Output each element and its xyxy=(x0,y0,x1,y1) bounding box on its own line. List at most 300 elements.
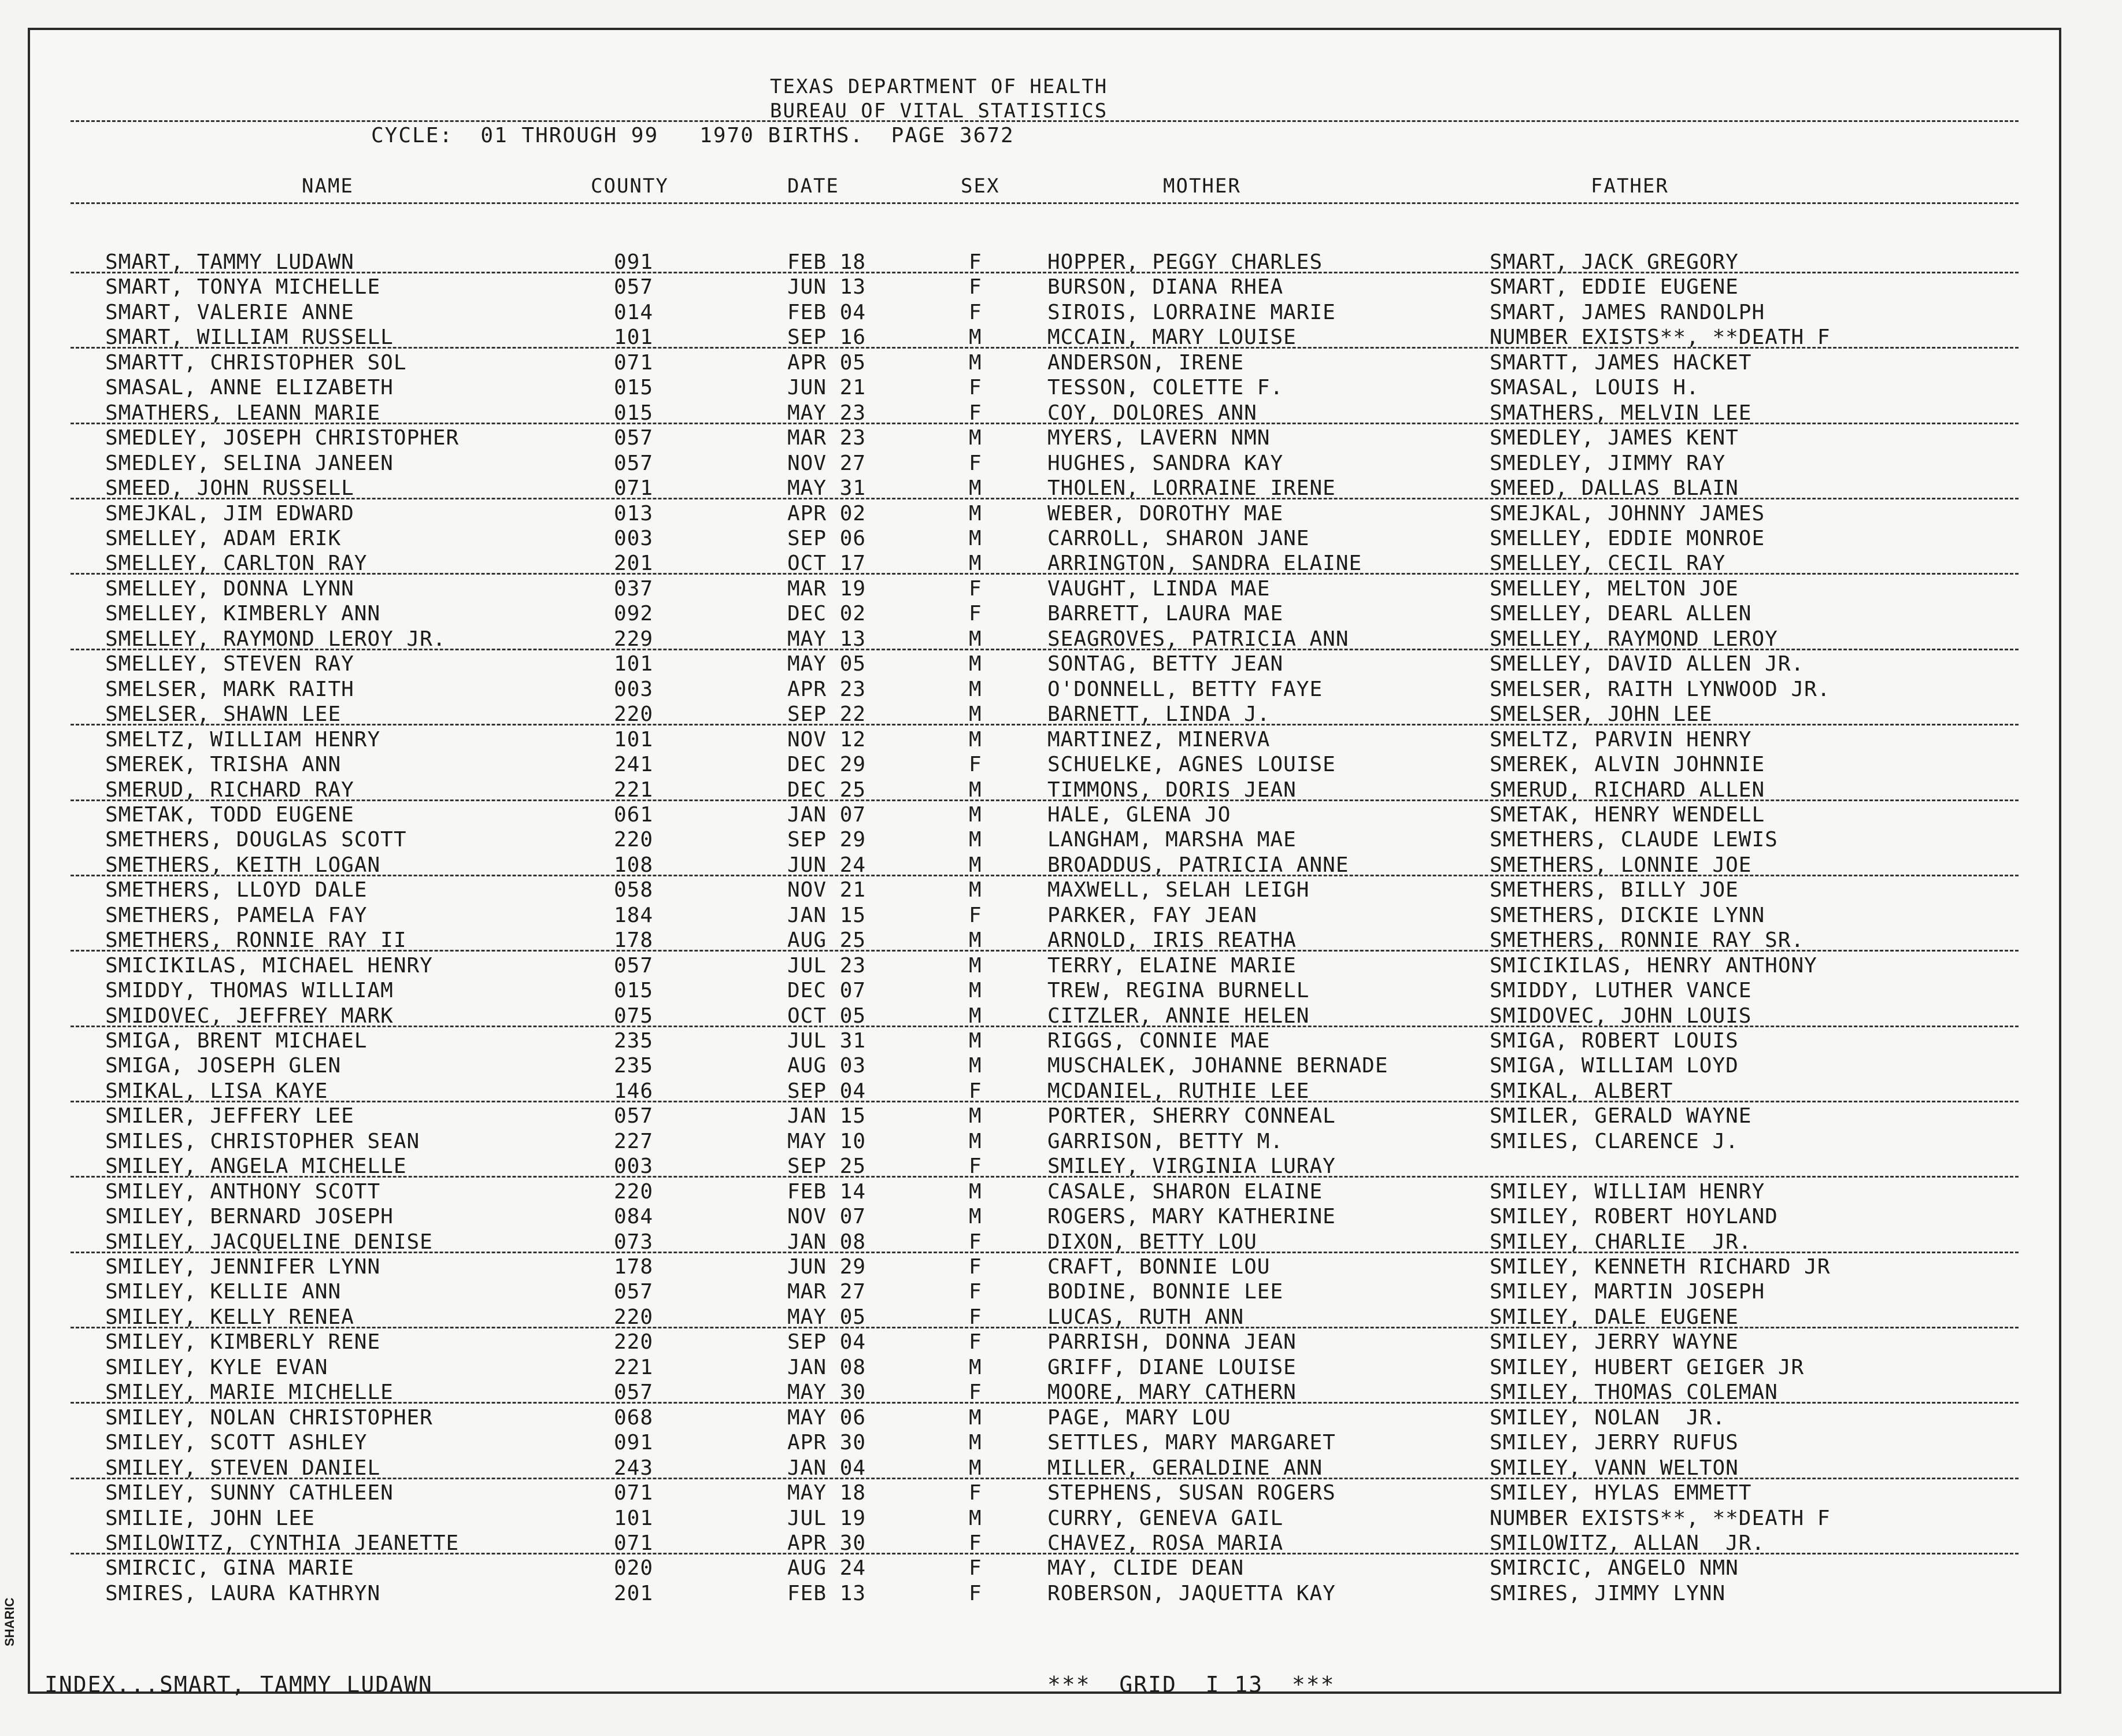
table-row xyxy=(30,1028,2059,1053)
table-row xyxy=(30,1079,2059,1104)
table-row xyxy=(30,576,2059,601)
column-header-rule xyxy=(71,202,2019,204)
record-date: MAR 27 xyxy=(787,1280,866,1304)
record-sex: F xyxy=(969,275,982,299)
record-mother: GRIFF, DIANE LOUISE xyxy=(1047,1355,1297,1379)
record-county: 178 xyxy=(614,928,654,953)
table-row xyxy=(30,1380,2059,1405)
record-father: SMILEY, ROBERT HOYLAND xyxy=(1490,1205,1778,1229)
record-mother: VAUGHT, LINDA MAE xyxy=(1047,576,1271,601)
record-county: 084 xyxy=(614,1205,654,1229)
record-county: 057 xyxy=(614,1280,654,1304)
record-mother: SONTAG, BETTY JEAN xyxy=(1047,652,1284,676)
record-date: OCT 17 xyxy=(787,551,866,576)
table-row xyxy=(30,702,2059,727)
record-sex: F xyxy=(969,401,982,425)
record-father: SMILEY, MARTIN JOSEPH xyxy=(1490,1280,1765,1304)
record-date: MAY 05 xyxy=(787,652,866,676)
header-rule xyxy=(71,120,2019,122)
record-date: JAN 08 xyxy=(787,1355,866,1379)
record-date: MAY 10 xyxy=(787,1129,866,1153)
record-date: MAY 18 xyxy=(787,1481,866,1505)
record-county: 015 xyxy=(614,376,654,400)
record-date: AUG 03 xyxy=(787,1054,866,1078)
record-mother: CARROLL, SHARON JANE xyxy=(1047,527,1310,550)
record-sex: M xyxy=(969,551,982,576)
table-row xyxy=(30,853,2059,878)
record-date: JAN 15 xyxy=(787,1104,866,1128)
record-date: APR 23 xyxy=(787,677,866,701)
record-date: JAN 15 xyxy=(787,903,866,927)
record-name: SMEDLEY, JOSEPH CHRISTOPHER xyxy=(105,426,460,450)
record-county: 057 xyxy=(614,953,654,978)
table-row xyxy=(30,250,2059,275)
record-father: SMART, JACK GREGORY xyxy=(1490,250,1739,274)
table-row xyxy=(30,1254,2059,1279)
record-father: SMETHERS, BILLY JOE xyxy=(1490,878,1739,902)
record-sex: M xyxy=(969,878,982,902)
record-date: NOV 21 xyxy=(787,878,866,902)
record-county: 003 xyxy=(614,527,654,550)
record-county: 015 xyxy=(614,979,654,1003)
record-date: SEP 04 xyxy=(787,1330,866,1354)
record-date: FEB 14 xyxy=(787,1179,866,1204)
table-row xyxy=(30,1430,2059,1455)
record-father: SMELLEY, DEARL ALLEN xyxy=(1490,602,1752,626)
table-row xyxy=(30,476,2059,501)
record-mother: MARTINEZ, MINERVA xyxy=(1047,727,1271,752)
record-county: 178 xyxy=(614,1255,654,1279)
table-row xyxy=(30,1355,2059,1380)
record-name: SMILEY, KELLIE ANN xyxy=(105,1280,342,1304)
row-group-rule xyxy=(71,1553,2019,1554)
record-date: FEB 04 xyxy=(787,300,866,324)
record-mother: MUSCHALEK, JOHANNE BERNADE xyxy=(1047,1054,1388,1078)
record-sex: F xyxy=(969,1380,982,1405)
record-sex: F xyxy=(969,1531,982,1555)
record-county: 057 xyxy=(614,1104,654,1128)
record-sex: M xyxy=(969,778,982,802)
record-county: 201 xyxy=(614,551,654,576)
record-mother: ARNOLD, IRIS REATHA xyxy=(1047,928,1297,953)
record-name: SMELLEY, RAYMOND LEROY JR. xyxy=(105,627,446,651)
record-county: 057 xyxy=(614,275,654,299)
record-county: 184 xyxy=(614,903,654,927)
record-father: SMELSER, RAITH LYNWOOD JR. xyxy=(1490,677,1831,701)
record-county: 101 xyxy=(614,1506,654,1530)
row-group-rule xyxy=(71,498,2019,499)
row-group-rule xyxy=(71,1176,2019,1178)
record-father: SMELTZ, PARVIN HENRY xyxy=(1490,727,1752,752)
table-row xyxy=(30,1279,2059,1304)
record-name: SMEJKAL, JIM EDWARD xyxy=(105,501,354,525)
record-sex: M xyxy=(969,1054,982,1078)
record-sex: F xyxy=(969,300,982,324)
record-mother: TIMMONS, DORIS JEAN xyxy=(1047,778,1297,802)
record-date: AUG 24 xyxy=(787,1556,866,1580)
record-mother: RIGGS, CONNIE MAE xyxy=(1047,1029,1271,1053)
record-mother: CASALE, SHARON ELAINE xyxy=(1047,1179,1323,1204)
record-date: NOV 12 xyxy=(787,727,866,752)
record-sex: M xyxy=(969,1104,982,1128)
record-date: DEC 07 xyxy=(787,979,866,1003)
record-date: JUL 23 xyxy=(787,953,866,978)
table-row xyxy=(30,425,2059,450)
record-sex: F xyxy=(969,1581,982,1605)
table-row xyxy=(30,878,2059,902)
record-county: 057 xyxy=(614,1380,654,1405)
table-row xyxy=(30,375,2059,400)
record-name: SMASAL, ANNE ELIZABETH xyxy=(105,376,394,400)
table-row xyxy=(30,677,2059,702)
table-row xyxy=(30,903,2059,928)
table-row xyxy=(30,401,2059,425)
table-row xyxy=(30,300,2059,325)
record-sex: M xyxy=(969,501,982,525)
table-row xyxy=(30,526,2059,551)
record-mother: PAGE, MARY LOU xyxy=(1047,1405,1231,1430)
table-row xyxy=(30,1581,2059,1606)
record-name: SMEED, JOHN RUSSELL xyxy=(105,476,354,500)
record-father: SMEDLEY, JAMES KENT xyxy=(1490,426,1739,450)
record-county: 061 xyxy=(614,802,654,827)
record-date: SEP 29 xyxy=(787,828,866,852)
record-name: SMILEY, ANGELA MICHELLE xyxy=(105,1154,407,1179)
column-header-father: FATHER xyxy=(1591,175,1669,198)
record-father: SMERUD, RICHARD ALLEN xyxy=(1490,778,1765,802)
record-father: SMETHERS, DICKIE LYNN xyxy=(1490,903,1765,927)
record-name: SMETHERS, PAMELA FAY xyxy=(105,903,368,927)
record-mother: PARKER, FAY JEAN xyxy=(1047,903,1257,927)
record-county: 057 xyxy=(614,451,654,475)
record-county: 071 xyxy=(614,350,654,375)
record-name: SMILEY, KELLY RENEA xyxy=(105,1305,354,1329)
row-group-rule xyxy=(71,1026,2019,1027)
record-name: SMELSER, MARK RAITH xyxy=(105,677,354,701)
table-row xyxy=(30,652,2059,676)
record-mother: MILLER, GERALDINE ANN xyxy=(1047,1456,1323,1480)
record-sex: M xyxy=(969,802,982,827)
column-header-date: DATE xyxy=(787,175,839,198)
record-date: SEP 06 xyxy=(787,527,866,550)
record-sex: M xyxy=(969,627,982,651)
record-name: SMEREK, TRISHA ANN xyxy=(105,753,342,776)
record-name: SMILEY, ANTHONY SCOTT xyxy=(105,1179,381,1204)
record-county: 037 xyxy=(614,576,654,601)
record-sex: M xyxy=(969,1355,982,1379)
record-sex: M xyxy=(969,677,982,701)
record-county: 101 xyxy=(614,325,654,350)
record-sex: M xyxy=(969,426,982,450)
record-county: 091 xyxy=(614,1431,654,1455)
record-father: SMARTT, JAMES HACKET xyxy=(1490,350,1752,375)
record-name: SMELLEY, STEVEN RAY xyxy=(105,652,354,676)
record-father: SMART, JAMES RANDOLPH xyxy=(1490,300,1765,324)
record-sex: F xyxy=(969,250,982,274)
record-name: SMILEY, JACQUELINE DENISE xyxy=(105,1230,433,1254)
record-county: 057 xyxy=(614,426,654,450)
record-sex: M xyxy=(969,928,982,953)
record-name: SMART, WILLIAM RUSSELL xyxy=(105,325,394,350)
index-footer: INDEX...SMART, TAMMY LUDAWN xyxy=(45,1672,433,1697)
record-name: SMIGA, JOSEPH GLEN xyxy=(105,1054,342,1078)
record-sex: M xyxy=(969,1179,982,1204)
record-date: MAY 13 xyxy=(787,627,866,651)
table-row xyxy=(30,752,2059,777)
record-sex: F xyxy=(969,1330,982,1354)
record-father: SMIDDY, LUTHER VANCE xyxy=(1490,979,1752,1003)
record-county: 003 xyxy=(614,677,654,701)
record-father: SMIRES, JIMMY LYNN xyxy=(1490,1581,1726,1605)
record-sex: F xyxy=(969,602,982,626)
record-county: 092 xyxy=(614,602,654,626)
record-father: SMELLEY, DAVID ALLEN JR. xyxy=(1490,652,1805,676)
record-date: AUG 25 xyxy=(787,928,866,953)
row-group-rule xyxy=(71,423,2019,424)
record-father: SMELLEY, CECIL RAY xyxy=(1490,551,1726,576)
table-row xyxy=(30,551,2059,576)
record-name: SMIGA, BRENT MICHAEL xyxy=(105,1029,368,1053)
record-mother: MAXWELL, SELAH LEIGH xyxy=(1047,878,1310,902)
record-name: SMIRCIC, GINA MARIE xyxy=(105,1556,354,1580)
row-group-rule xyxy=(71,799,2019,801)
side-margin-label: SHARIC xyxy=(2,1597,17,1646)
record-date: JAN 08 xyxy=(787,1230,866,1254)
record-mother: BROADDUS, PATRICIA ANNE xyxy=(1047,853,1349,877)
record-county: 220 xyxy=(614,828,654,852)
record-date: DEC 02 xyxy=(787,602,866,626)
record-name: SMILEY, SCOTT ASHLEY xyxy=(105,1431,368,1455)
cycle-page-info: CYCLE: 01 THROUGH 99 1970 BIRTHS. PAGE 3672 xyxy=(371,124,1014,147)
record-father: SMIGA, WILLIAM LOYD xyxy=(1490,1054,1739,1078)
record-county: 071 xyxy=(614,1531,654,1555)
record-sex: M xyxy=(969,702,982,727)
record-sex: M xyxy=(969,652,982,676)
row-group-rule xyxy=(71,1478,2019,1479)
record-date: SEP 16 xyxy=(787,325,866,350)
row-group-rule xyxy=(71,649,2019,650)
column-header-county: COUNTY xyxy=(591,175,669,198)
table-row xyxy=(30,1004,2059,1028)
record-sex: M xyxy=(969,828,982,852)
record-date: MAY 30 xyxy=(787,1380,866,1405)
record-mother: BARRETT, LAURA MAE xyxy=(1047,602,1284,626)
record-father: SMELLEY, RAYMOND LEROY xyxy=(1490,627,1778,651)
record-name: SMILER, JEFFERY LEE xyxy=(105,1104,354,1128)
record-name: SMEDLEY, SELINA JANEEN xyxy=(105,451,394,475)
record-sex: M xyxy=(969,853,982,877)
record-sex: F xyxy=(969,1255,982,1279)
record-name: SMELLEY, KIMBERLY ANN xyxy=(105,602,381,626)
record-father: SMIDOVEC, JOHN LOUIS xyxy=(1490,1004,1752,1028)
table-row xyxy=(30,1456,2059,1480)
record-name: SMART, VALERIE ANNE xyxy=(105,300,354,324)
record-mother: BARNETT, LINDA J. xyxy=(1047,702,1271,727)
record-name: SMIDOVEC, JEFFREY MARK xyxy=(105,1004,394,1028)
record-sex: F xyxy=(969,1230,982,1254)
record-mother: TERRY, ELAINE MARIE xyxy=(1047,953,1297,978)
record-county: 221 xyxy=(614,778,654,802)
table-row xyxy=(30,1053,2059,1078)
record-county: 071 xyxy=(614,476,654,500)
record-name: SMILEY, SUNNY CATHLEEN xyxy=(105,1481,394,1505)
record-sex: M xyxy=(969,1431,982,1455)
record-county: 220 xyxy=(614,702,654,727)
record-name: SMILEY, JENNIFER LYNN xyxy=(105,1255,381,1279)
record-mother: SETTLES, MARY MARGARET xyxy=(1047,1431,1336,1455)
table-row xyxy=(30,1405,2059,1430)
table-row xyxy=(30,501,2059,526)
record-county: 227 xyxy=(614,1129,654,1153)
record-mother: MAY, CLIDE DEAN xyxy=(1047,1556,1245,1580)
record-name: SMILEY, KYLE EVAN xyxy=(105,1355,328,1379)
record-name: SMETHERS, LLOYD DALE xyxy=(105,878,368,902)
record-date: MAY 23 xyxy=(787,401,866,425)
table-row xyxy=(30,1154,2059,1179)
record-father: SMIRCIC, ANGELO NMN xyxy=(1490,1556,1739,1580)
record-county: 220 xyxy=(614,1179,654,1204)
record-father: SMEDLEY, JIMMY RAY xyxy=(1490,451,1726,475)
record-father: SMEED, DALLAS BLAIN xyxy=(1490,476,1739,500)
record-sex: F xyxy=(969,376,982,400)
record-name: SMETHERS, KEITH LOGAN xyxy=(105,853,381,877)
table-row xyxy=(30,1305,2059,1330)
table-row xyxy=(30,1330,2059,1354)
record-county: 015 xyxy=(614,401,654,425)
record-mother: STEPHENS, SUSAN ROGERS xyxy=(1047,1481,1336,1505)
record-mother: LANGHAM, MARSHA MAE xyxy=(1047,828,1297,852)
record-name: SMILOWITZ, CYNTHIA JEANETTE xyxy=(105,1531,460,1555)
record-date: MAR 23 xyxy=(787,426,866,450)
record-mother: HOPPER, PEGGY CHARLES xyxy=(1047,250,1323,274)
record-mother: CITZLER, ANNIE HELEN xyxy=(1047,1004,1310,1028)
record-father: SMELSER, JOHN LEE xyxy=(1490,702,1713,727)
record-mother: DIXON, BETTY LOU xyxy=(1047,1230,1257,1254)
record-name: SMILEY, MARIE MICHELLE xyxy=(105,1380,394,1405)
record-county: 221 xyxy=(614,1355,654,1379)
record-father: SMICIKILAS, HENRY ANTHONY xyxy=(1490,953,1817,978)
record-date: SEP 22 xyxy=(787,702,866,727)
record-sex: M xyxy=(969,1405,982,1430)
row-group-rule xyxy=(71,272,2019,273)
record-name: SMICIKILAS, MICHAEL HENRY xyxy=(105,953,433,978)
record-mother: MCDANIEL, RUTHIE LEE xyxy=(1047,1079,1310,1103)
record-name: SMILEY, STEVEN DANIEL xyxy=(105,1456,381,1480)
record-mother: THOLEN, LORRAINE IRENE xyxy=(1047,476,1336,500)
table-row xyxy=(30,627,2059,652)
record-date: DEC 25 xyxy=(787,778,866,802)
record-father: SMIGA, ROBERT LOUIS xyxy=(1490,1029,1739,1053)
grid-footer: *** GRID I 13 *** xyxy=(1047,1672,1335,1697)
record-name: SMETAK, TODD EUGENE xyxy=(105,802,354,827)
record-father: SMILEY, VANN WELTON xyxy=(1490,1456,1739,1480)
record-mother: MCCAIN, MARY LOUISE xyxy=(1047,325,1297,350)
record-mother: CHAVEZ, ROSA MARIA xyxy=(1047,1531,1284,1555)
record-county: 013 xyxy=(614,501,654,525)
record-name: SMELSER, SHAWN LEE xyxy=(105,702,342,727)
column-header-sex: SEX xyxy=(961,175,1000,198)
column-header-name: NAME xyxy=(302,175,354,198)
record-father: SMILER, GERALD WAYNE xyxy=(1490,1104,1752,1128)
record-county: 241 xyxy=(614,753,654,776)
record-mother: SIROIS, LORRAINE MARIE xyxy=(1047,300,1336,324)
row-group-rule xyxy=(71,724,2019,726)
record-father: SMILEY, NOLAN JR. xyxy=(1490,1405,1726,1430)
record-sex: M xyxy=(969,979,982,1003)
record-county: 058 xyxy=(614,878,654,902)
record-mother: CURRY, GENEVA GAIL xyxy=(1047,1506,1284,1530)
record-father: SMILEY, HYLAS EMMETT xyxy=(1490,1481,1752,1505)
record-name: SMELLEY, DONNA LYNN xyxy=(105,576,354,601)
record-county: 235 xyxy=(614,1029,654,1053)
table-row xyxy=(30,802,2059,827)
record-father: SMILEY, HUBERT GEIGER JR xyxy=(1490,1355,1805,1379)
record-county: 071 xyxy=(614,1481,654,1505)
record-county: 003 xyxy=(614,1154,654,1179)
record-sex: F xyxy=(969,576,982,601)
record-date: MAY 31 xyxy=(787,476,866,500)
table-row xyxy=(30,1179,2059,1204)
table-row xyxy=(30,325,2059,350)
record-sex: F xyxy=(969,1154,982,1179)
record-sex: F xyxy=(969,1481,982,1505)
record-name: SMIRES, LAURA KATHRYN xyxy=(105,1581,381,1605)
record-sex: M xyxy=(969,1004,982,1028)
record-sex: F xyxy=(969,451,982,475)
record-date: JAN 04 xyxy=(787,1456,866,1480)
record-father: SMILEY, JERRY RUFUS xyxy=(1490,1431,1739,1455)
record-name: SMILEY, BERNARD JOSEPH xyxy=(105,1205,394,1229)
record-sex: M xyxy=(969,953,982,978)
record-mother: CRAFT, BONNIE LOU xyxy=(1047,1255,1271,1279)
record-mother: SMILEY, VIRGINIA LURAY xyxy=(1047,1154,1336,1179)
record-county: 201 xyxy=(614,1581,654,1605)
record-date: FEB 18 xyxy=(787,250,866,274)
record-county: 243 xyxy=(614,1456,654,1480)
row-group-rule xyxy=(71,573,2019,575)
record-county: 075 xyxy=(614,1004,654,1028)
record-county: 091 xyxy=(614,250,654,274)
record-father: SMELLEY, EDDIE MONROE xyxy=(1490,527,1765,550)
table-row xyxy=(30,275,2059,299)
record-sex: M xyxy=(969,1456,982,1480)
record-father: SMILEY, WILLIAM HENRY xyxy=(1490,1179,1765,1204)
record-mother: TREW, REGINA BURNELL xyxy=(1047,979,1310,1003)
record-sex: M xyxy=(969,527,982,550)
record-sex: F xyxy=(969,1280,982,1304)
record-mother: HUGHES, SANDRA KAY xyxy=(1047,451,1284,475)
record-mother: SEAGROVES, PATRICIA ANN xyxy=(1047,627,1349,651)
record-sex: F xyxy=(969,903,982,927)
row-group-rule xyxy=(71,1327,2019,1328)
row-group-rule xyxy=(71,950,2019,952)
table-row xyxy=(30,978,2059,1003)
record-mother: GARRISON, BETTY M. xyxy=(1047,1129,1284,1153)
record-sex: F xyxy=(969,753,982,776)
record-sex: M xyxy=(969,727,982,752)
record-father: SMETHERS, CLAUDE LEWIS xyxy=(1490,828,1778,852)
row-group-rule xyxy=(71,1402,2019,1404)
record-date: MAY 06 xyxy=(787,1405,866,1430)
table-row xyxy=(30,953,2059,978)
record-mother: BURSON, DIANA RHEA xyxy=(1047,275,1284,299)
record-mother: WEBER, DOROTHY MAE xyxy=(1047,501,1284,525)
record-father: SMATHERS, MELVIN LEE xyxy=(1490,401,1752,425)
record-mother: PARRISH, DONNA JEAN xyxy=(1047,1330,1297,1354)
record-date: SEP 25 xyxy=(787,1154,866,1179)
record-father: SMILEY, CHARLIE JR. xyxy=(1490,1230,1752,1254)
record-father: SMILEY, JERRY WAYNE xyxy=(1490,1330,1739,1354)
